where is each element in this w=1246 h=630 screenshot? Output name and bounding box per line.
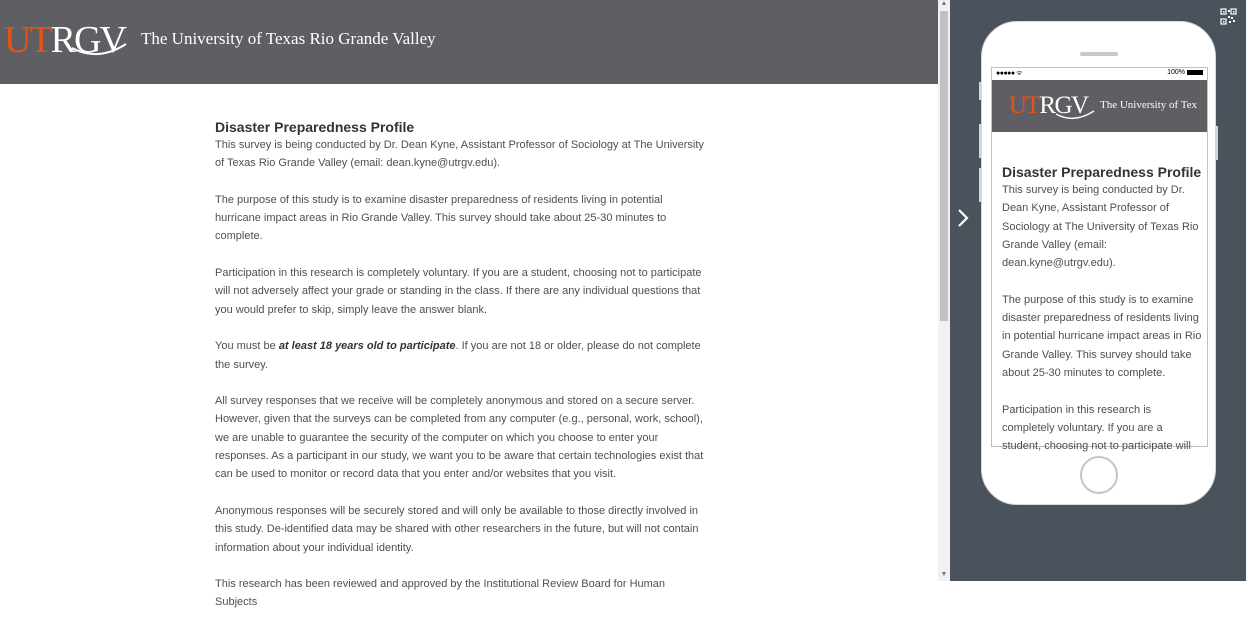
scroll-up-arrow-icon[interactable]: ▲ — [940, 0, 948, 7]
scroll-down-arrow-icon[interactable]: ▼ — [940, 571, 948, 578]
intro-paragraph-6: Anonymous responses will be securely stored and will only be available to those directly involved in this study. De-identified data may be shared with other researchers in the future, but will not contain information about your individual identity. — [215, 504, 699, 554]
battery-percent: 100% — [1167, 69, 1185, 76]
mobile-paragraph-1: This survey is being conducted by Dr. Dean Kyne, Assistant Professor of Sociology at The University of Texas Rio Grande Valley (email: dean.kyne@utrgv.edu). — [1002, 184, 1199, 270]
phone-status-bar — [992, 68, 1207, 79]
survey-intro — [215, 118, 705, 630]
age-requirement: at least 18 years old to participate — [278, 340, 456, 353]
mobile-header — [992, 80, 1207, 132]
qr-code-icon[interactable] — [1220, 8, 1237, 25]
intro-paragraph-4: You must be at least 18 years old to participate. If you are not 18 or older, please do not complete the survey. — [215, 340, 701, 371]
intro-paragraph-1: This survey is being conducted by Dr. Dean Kyne, Assistant Professor of Sociology at The University of Texas Rio Grande Valley (email: dean.kyne@utrgv.edu). — [215, 139, 704, 170]
page-header — [0, 0, 938, 84]
phone-screen — [991, 67, 1208, 453]
battery-icon — [1187, 70, 1203, 75]
intro-paragraph-7: This research has been reviewed and approved by the Institutional Review Board for Human Subjects — [215, 578, 666, 609]
phone-side-button — [979, 168, 982, 202]
signal-wifi-icon: ●●●●● ᯤ — [996, 70, 1022, 77]
mobile-paragraph-2: The purpose of this study is to examine disaster preparedness of residents living in potential hurricane impact areas in Rio Grande Valley. This survey should take about 25-30 minutes to complete. — [1002, 293, 1202, 379]
intro-paragraph-3: Participation in this research is completely voluntary. If you are a student, choosing not to participate will not adversely affect your grade or standing in the class. If there are any individual questions that you would prefer to skip, simply leave the answer blank. — [215, 267, 702, 316]
mobile-university-name: The University of Tex — [1100, 99, 1198, 111]
intro-paragraph-5: All survey responses that we receive will be completely anonymous and stored on a secure server. However, given that the surveys can be completed from any computer (e.g., personal, work, school), we are unable to guarantee the security of the computer on which you choose to enter your responses. As a participant in our study, we want you to be aware that certain technologies exist that can be used to monitor or record data that you enter and/or websites that you visit. — [215, 395, 704, 481]
phone-side-button — [979, 124, 982, 158]
mobile-preview-panel — [950, 0, 1246, 581]
mobile-survey-title: Disaster Preparedness Profile — [1002, 164, 1202, 180]
intro-paragraph-2: The purpose of this study is to examine disaster preparedness of residents living in potential hurricane impact areas in Rio Grande Valley. This survey should take about 25-30 minutes to complete. — [215, 193, 667, 243]
main-scrollbar[interactable] — [938, 0, 950, 581]
phone-side-button — [1215, 126, 1218, 160]
phone-speaker — [1080, 52, 1118, 56]
logo-swoosh-icon — [70, 42, 130, 60]
survey-title: Disaster Preparedness Profile — [215, 119, 415, 135]
scrollbar-thumb[interactable] — [940, 11, 948, 321]
mobile-logo-swoosh-icon — [1054, 110, 1096, 122]
utrgv-logo: UTRGV — [4, 19, 125, 61]
chevron-right-icon[interactable] — [955, 206, 971, 230]
mobile-survey-intro — [1002, 163, 1202, 474]
university-name: The University of Texas Rio Grande Valley — [141, 29, 436, 48]
phone-frame — [981, 21, 1216, 505]
phone-side-button — [979, 82, 982, 100]
mobile-paragraph-3: Participation in this research is completely voluntary. If you are a student, choosing not to participate will — [1002, 403, 1191, 453]
phone-home-button — [1080, 456, 1118, 494]
mobile-utrgv-logo: UTRGV — [1009, 92, 1088, 119]
